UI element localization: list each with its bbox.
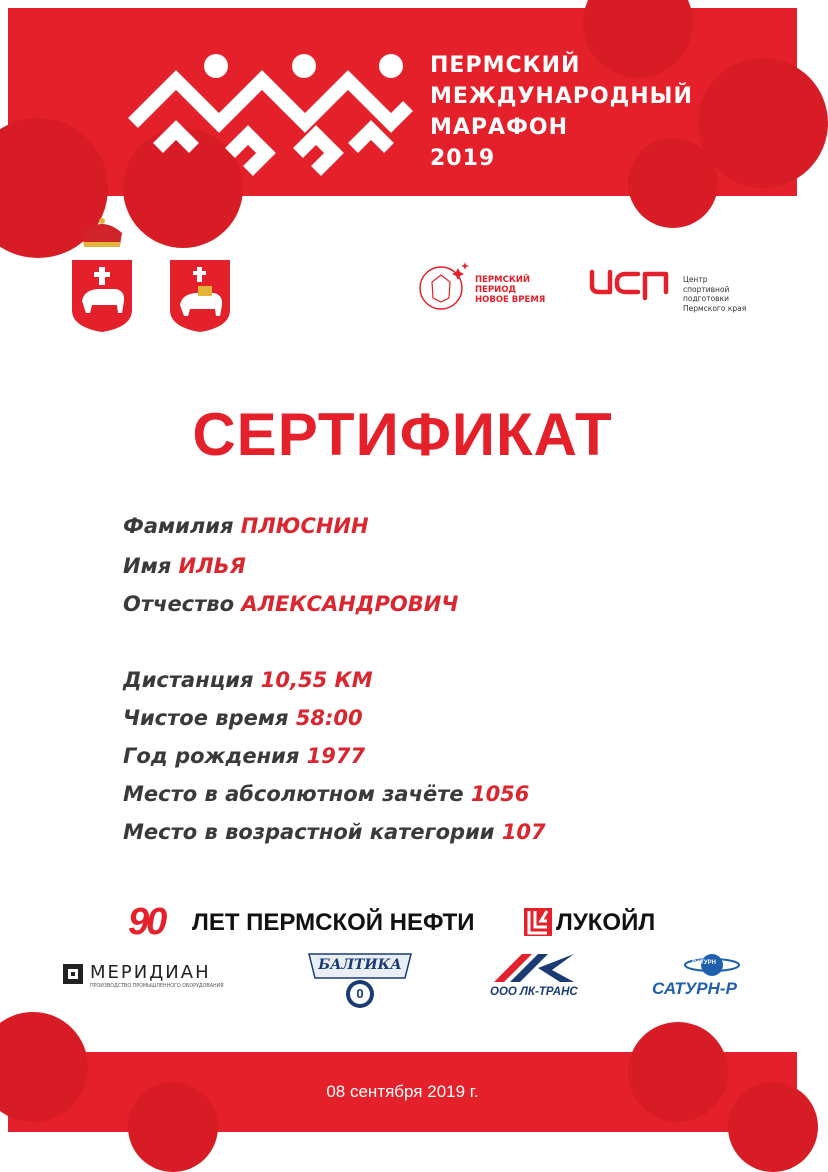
field-label: Имя [123,554,172,578]
csp-mark-text: ЦСП [588,253,624,272]
lukoil-logo-icon [524,908,552,936]
baltika-name: БАЛТИКА [318,957,402,973]
csp-text-2: подготовки [683,294,729,303]
field-age-group-place [123,820,546,844]
field-first-name [123,554,246,578]
saturn-name: САТУРН-Р [652,979,737,998]
field-distance [123,668,373,692]
event-date: 08 сентября 2019 г. [326,1082,479,1101]
field-birth-year [123,744,365,768]
field-patronymic [123,592,458,616]
title-line-2: МЕЖДУНАРОДНЫЙ [430,84,693,109]
title-line-4: 2019 [430,146,496,171]
field-label: Дистанция [123,668,254,692]
field-label: Отчество [123,592,235,616]
header-banner [8,8,797,196]
perm-city-crest-icon [170,260,230,332]
field-value: 107 [501,820,546,844]
perm-period-line-2: ПЕРИОД [475,285,517,295]
meridian-tagline: ПРОИЗВОДСТВО ПРОМЫШЛЕННОГО ОБОРУДОВАНИЯ [90,984,224,989]
baltika-number: 0 [356,986,364,1001]
meridian-name: МЕРИДИАН [90,962,211,983]
perm-period-line-1: ПЕРМСКИЙ [475,275,531,285]
field-value: ПЛЮСНИН [240,514,369,538]
perm-krai-crest-icon [72,218,132,332]
marathon-title [430,50,693,174]
csp-text-1: Центр спортивной [683,275,730,294]
field-value: АЛЕКСАНДРОВИЧ [241,592,459,616]
perm-period-line-3: НОВОЕ ВРЕМЯ [475,295,546,305]
saturn-small-label: САТУРН [692,960,716,966]
certificate-title: СЕРТИФИКАТ [192,401,613,468]
field-value: ИЛЬЯ [178,554,246,578]
field-value: 1056 [470,782,530,806]
field-overall-place [123,782,529,806]
field-surname [123,514,369,538]
field-label: Чистое время [123,706,289,730]
field-net-time [123,706,363,730]
title-line-3: МАРАФОН [430,115,569,140]
anniversary-text: ЛЕТ ПЕРМСКОЙ НЕФТИ [192,909,475,936]
perm-period-logo [418,262,558,312]
lk-trans-mark [488,948,588,988]
field-label: Год рождения [123,744,300,768]
csp-logo [588,253,748,313]
field-label: Место в возрастной категории [123,820,495,844]
baltika-logo [305,948,415,1010]
anniversary-number: 90 [128,901,165,943]
footer-banner [8,1052,797,1132]
lukoil-anniversary-banner [128,901,688,944]
meridian-square-icon [62,963,84,985]
field-value: 1977 [306,744,366,768]
bear-outline-icon [418,262,473,312]
marathon-logo [8,8,428,196]
meridian-logo [62,960,237,994]
lukoil-brand: ЛУКОЙЛ [556,909,656,936]
csp-text-3: Пермского края [683,303,747,313]
lk-trans-name: ООО ЛК-ТРАНС [490,986,578,998]
saturn-logo [650,950,780,1004]
field-label: Место в абсолютном зачёте [123,782,464,806]
field-value: 10,55 КМ [260,668,373,692]
csp-mark [588,253,678,308]
lk-trans-logo [488,948,588,1004]
field-label: Фамилия [123,514,234,538]
title-line-1: ПЕРМСКИЙ [430,53,581,78]
coat-of-arms-group [70,215,240,335]
field-value: 58:00 [295,706,363,730]
